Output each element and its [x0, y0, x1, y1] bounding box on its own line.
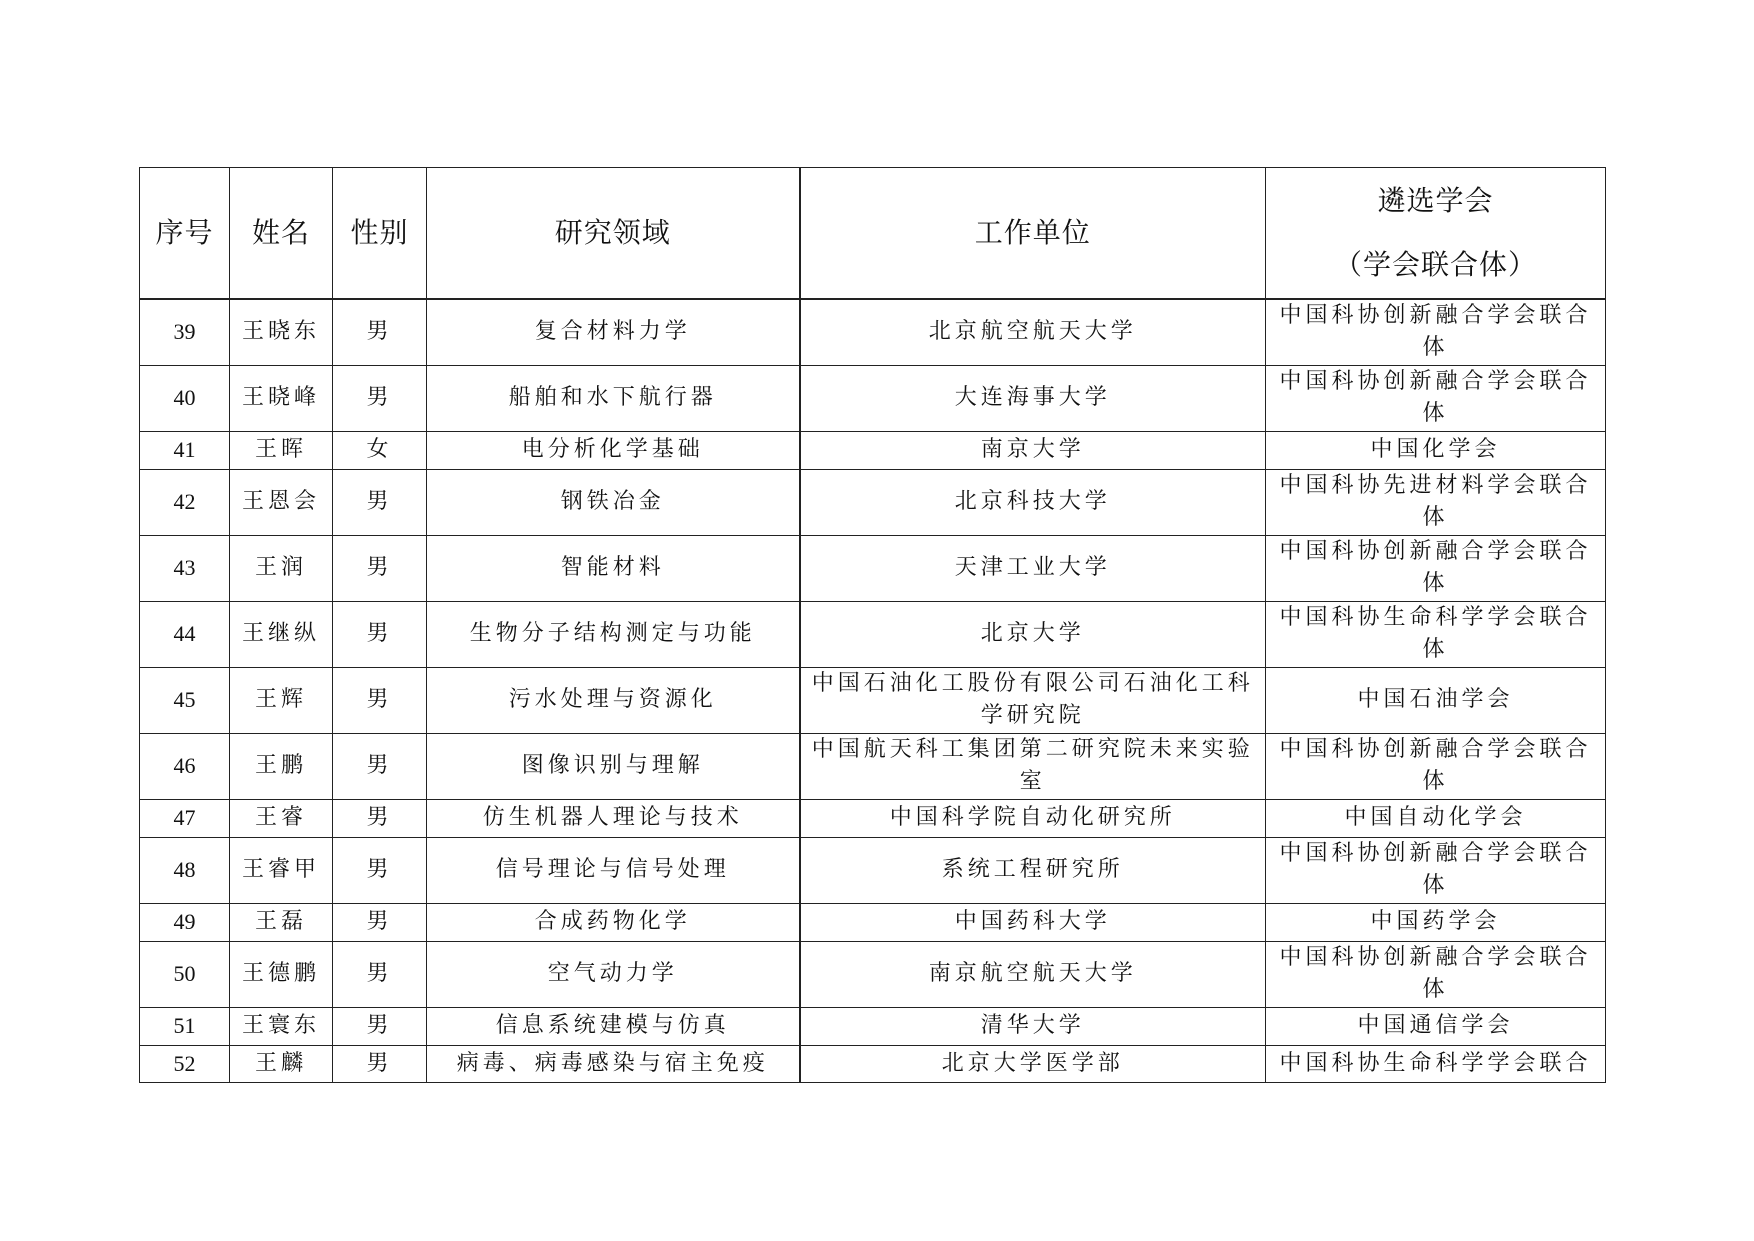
- cell-no: 48: [140, 837, 230, 903]
- header-society: [1266, 168, 1606, 300]
- cell-gender: 男: [333, 837, 427, 903]
- table-row: [140, 667, 1606, 733]
- cell-no: 41: [140, 431, 230, 469]
- cell-name: 王德鹏: [230, 941, 333, 1007]
- table-body: [140, 299, 1606, 1082]
- table-header: [140, 168, 1606, 300]
- cell-gender: 男: [333, 535, 427, 601]
- cell-name: 王恩会: [230, 469, 333, 535]
- cell-unit: 南京航空航天大学: [800, 941, 1266, 1007]
- cell-society: 中国药学会: [1266, 903, 1606, 941]
- cell-society: 中国自动化学会: [1266, 799, 1606, 837]
- cell-unit: 北京科技大学: [800, 469, 1266, 535]
- cell-society: 中国科协创新融合学会联合体: [1266, 299, 1606, 365]
- header-society-line2: （学会联合体）: [1333, 248, 1537, 281]
- cell-society: 中国石油学会: [1266, 667, 1606, 733]
- cell-gender: 男: [333, 601, 427, 667]
- cell-field: 复合材料力学: [427, 299, 800, 365]
- cell-no: 42: [140, 469, 230, 535]
- cell-name: 王润: [230, 535, 333, 601]
- table-row: [140, 837, 1606, 903]
- header-no: 序号: [140, 168, 230, 300]
- table-row: [140, 365, 1606, 431]
- table-row: [140, 469, 1606, 535]
- table-row: [140, 535, 1606, 601]
- cell-name: 王寰东: [230, 1007, 333, 1045]
- header-gender: 性别: [333, 168, 427, 300]
- cell-name: 王辉: [230, 667, 333, 733]
- cell-name: 王晓东: [230, 299, 333, 365]
- cell-field: 钢铁冶金: [427, 469, 800, 535]
- cell-name: 王睿甲: [230, 837, 333, 903]
- cell-field: 信号理论与信号处理: [427, 837, 800, 903]
- cell-no: 46: [140, 733, 230, 799]
- header-society-line1: 遴选学会: [1377, 184, 1494, 217]
- cell-name: 王磊: [230, 903, 333, 941]
- cell-no: 43: [140, 535, 230, 601]
- table-row: [140, 1007, 1606, 1045]
- table-row: [140, 601, 1606, 667]
- table-row: [140, 299, 1606, 365]
- table-row: [140, 431, 1606, 469]
- cell-no: 52: [140, 1045, 230, 1082]
- cell-field: 仿生机器人理论与技术: [427, 799, 800, 837]
- cell-name: 王晖: [230, 431, 333, 469]
- cell-gender: 男: [333, 1045, 427, 1082]
- cell-no: 44: [140, 601, 230, 667]
- cell-field: 污水处理与资源化: [427, 667, 800, 733]
- cell-unit: 南京大学: [800, 431, 1266, 469]
- cell-unit: 中国石油化工股份有限公司石油化工科学研究院: [800, 667, 1266, 733]
- cell-unit: 北京大学医学部: [800, 1045, 1266, 1082]
- cell-name: 王鹏: [230, 733, 333, 799]
- cell-no: 45: [140, 667, 230, 733]
- cell-society: 中国科协生命科学学会联合体: [1266, 601, 1606, 667]
- cell-unit: 北京航空航天大学: [800, 299, 1266, 365]
- cell-unit: 中国航天科工集团第二研究院未来实验室: [800, 733, 1266, 799]
- roster-table: [139, 167, 1606, 1083]
- cell-no: 51: [140, 1007, 230, 1045]
- cell-society: 中国化学会: [1266, 431, 1606, 469]
- cell-field: 智能材料: [427, 535, 800, 601]
- cell-field: 图像识别与理解: [427, 733, 800, 799]
- cell-field: 生物分子结构测定与功能: [427, 601, 800, 667]
- cell-name: 王麟: [230, 1045, 333, 1082]
- header-field: 研究领域: [427, 168, 800, 300]
- cell-field: 电分析化学基础: [427, 431, 800, 469]
- cell-no: 49: [140, 903, 230, 941]
- cell-gender: 男: [333, 667, 427, 733]
- header-unit: 工作单位: [800, 168, 1266, 300]
- cell-society: 中国科协创新融合学会联合体: [1266, 365, 1606, 431]
- cell-no: 47: [140, 799, 230, 837]
- cell-no: 40: [140, 365, 230, 431]
- header-row: [140, 168, 1606, 300]
- cell-field: 信息系统建模与仿真: [427, 1007, 800, 1045]
- cell-name: 王睿: [230, 799, 333, 837]
- cell-field: 病毒、病毒感染与宿主免疫: [427, 1045, 800, 1082]
- cell-unit: 中国药科大学: [800, 903, 1266, 941]
- cell-gender: 男: [333, 299, 427, 365]
- cell-society: 中国科协生命科学学会联合: [1266, 1045, 1606, 1082]
- cell-unit: 北京大学: [800, 601, 1266, 667]
- cell-society: 中国科协创新融合学会联合体: [1266, 837, 1606, 903]
- cell-unit: 系统工程研究所: [800, 837, 1266, 903]
- cell-no: 39: [140, 299, 230, 365]
- cell-gender: 男: [333, 903, 427, 941]
- header-name: 姓名: [230, 168, 333, 300]
- cell-unit: 中国科学院自动化研究所: [800, 799, 1266, 837]
- table-row: [140, 1045, 1606, 1082]
- cell-society: 中国通信学会: [1266, 1007, 1606, 1045]
- table-row: [140, 941, 1606, 1007]
- cell-field: 空气动力学: [427, 941, 800, 1007]
- table-row: [140, 799, 1606, 837]
- cell-name: 王晓峰: [230, 365, 333, 431]
- cell-gender: 男: [333, 733, 427, 799]
- cell-society: 中国科协创新融合学会联合体: [1266, 941, 1606, 1007]
- cell-gender: 男: [333, 365, 427, 431]
- cell-no: 50: [140, 941, 230, 1007]
- cell-unit: 大连海事大学: [800, 365, 1266, 431]
- cell-society: 中国科协先进材料学会联合体: [1266, 469, 1606, 535]
- cell-gender: 男: [333, 469, 427, 535]
- cell-name: 王继纵: [230, 601, 333, 667]
- table-row: [140, 903, 1606, 941]
- cell-gender: 男: [333, 799, 427, 837]
- table-row: [140, 733, 1606, 799]
- cell-field: 合成药物化学: [427, 903, 800, 941]
- cell-unit: 天津工业大学: [800, 535, 1266, 601]
- cell-society: 中国科协创新融合学会联合体: [1266, 733, 1606, 799]
- cell-society: 中国科协创新融合学会联合体: [1266, 535, 1606, 601]
- cell-gender: 男: [333, 941, 427, 1007]
- cell-unit: 清华大学: [800, 1007, 1266, 1045]
- cell-gender: 男: [333, 1007, 427, 1045]
- cell-field: 船舶和水下航行器: [427, 365, 800, 431]
- cell-gender: 女: [333, 431, 427, 469]
